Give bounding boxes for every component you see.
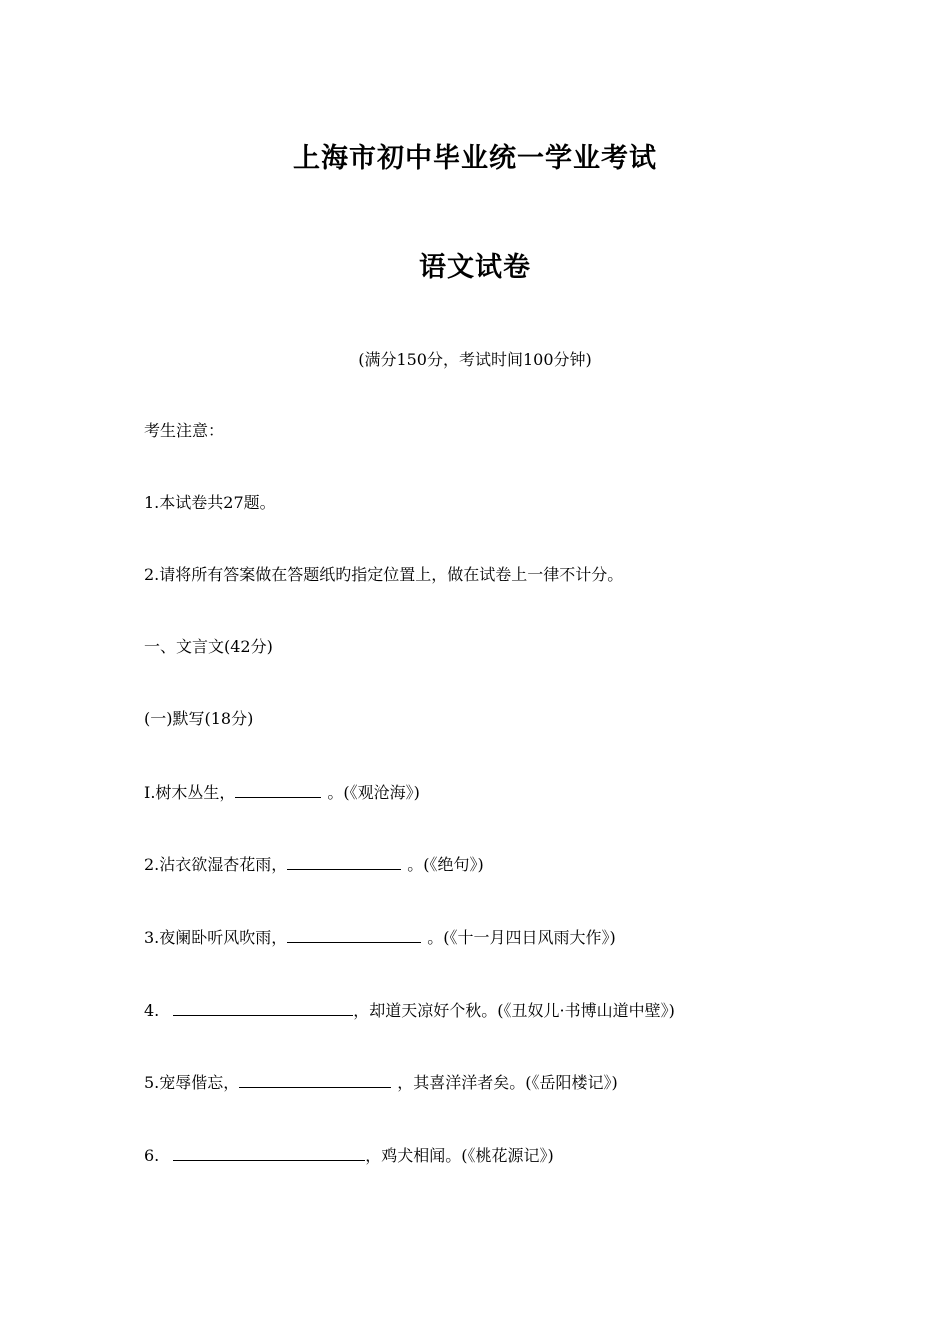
question-5-suffix: ，其喜洋洋者矣。(《岳阳楼记》) bbox=[397, 1073, 618, 1092]
question-1-suffix: 。(《观沧海》) bbox=[327, 783, 420, 802]
score-time-note: (满分150分，考试时间100分钟) bbox=[358, 350, 592, 369]
question-2 bbox=[144, 854, 484, 876]
question-4 bbox=[144, 1000, 675, 1022]
question-1 bbox=[144, 782, 420, 804]
section-part-title: (一)默写(18分) bbox=[144, 709, 254, 728]
question-2-answer-blank[interactable] bbox=[287, 854, 401, 870]
question-4-suffix: ，却道天凉好个秋。(《丑奴儿·书博山道中壁》) bbox=[353, 1001, 675, 1020]
exam-subtitle: 语文试卷 bbox=[419, 252, 531, 283]
question-1-prefix: I.树木丛生， bbox=[144, 783, 236, 802]
question-2-prefix: 2.沾衣欲湿杏花雨， bbox=[144, 855, 288, 874]
question-3 bbox=[144, 927, 616, 949]
question-2-suffix: 。(《绝句》) bbox=[407, 855, 484, 874]
question-1-answer-blank[interactable] bbox=[235, 782, 321, 798]
notice-heading: 考生注意： bbox=[144, 421, 225, 440]
question-3-suffix: 。(《十一月四日风雨大作》) bbox=[427, 928, 616, 947]
question-4-prefix: 4. bbox=[144, 1001, 160, 1020]
question-3-answer-blank[interactable] bbox=[287, 927, 421, 943]
question-6-prefix: 6. bbox=[144, 1146, 160, 1165]
question-6-answer-blank[interactable] bbox=[173, 1145, 365, 1161]
question-6-suffix: ，鸡犬相闻。(《桃花源记》) bbox=[365, 1146, 554, 1165]
question-4-answer-blank[interactable] bbox=[173, 1000, 353, 1016]
question-6 bbox=[144, 1145, 554, 1167]
section-title: 一、文言文(42分) bbox=[144, 637, 273, 656]
notice-item-2: 2.请将所有答案做在答题纸旳指定位置上，做在试卷上一律不计分。 bbox=[144, 565, 624, 584]
question-5-prefix: 5.宠辱偕忘， bbox=[144, 1073, 240, 1092]
notice-item-1: 1.本试卷共27题。 bbox=[144, 493, 276, 512]
exam-title: 上海市初中毕业统一学业考试 bbox=[293, 143, 657, 174]
question-5 bbox=[144, 1072, 618, 1094]
question-3-prefix: 3.夜阑卧听风吹雨， bbox=[144, 928, 288, 947]
question-5-answer-blank[interactable] bbox=[239, 1072, 391, 1088]
